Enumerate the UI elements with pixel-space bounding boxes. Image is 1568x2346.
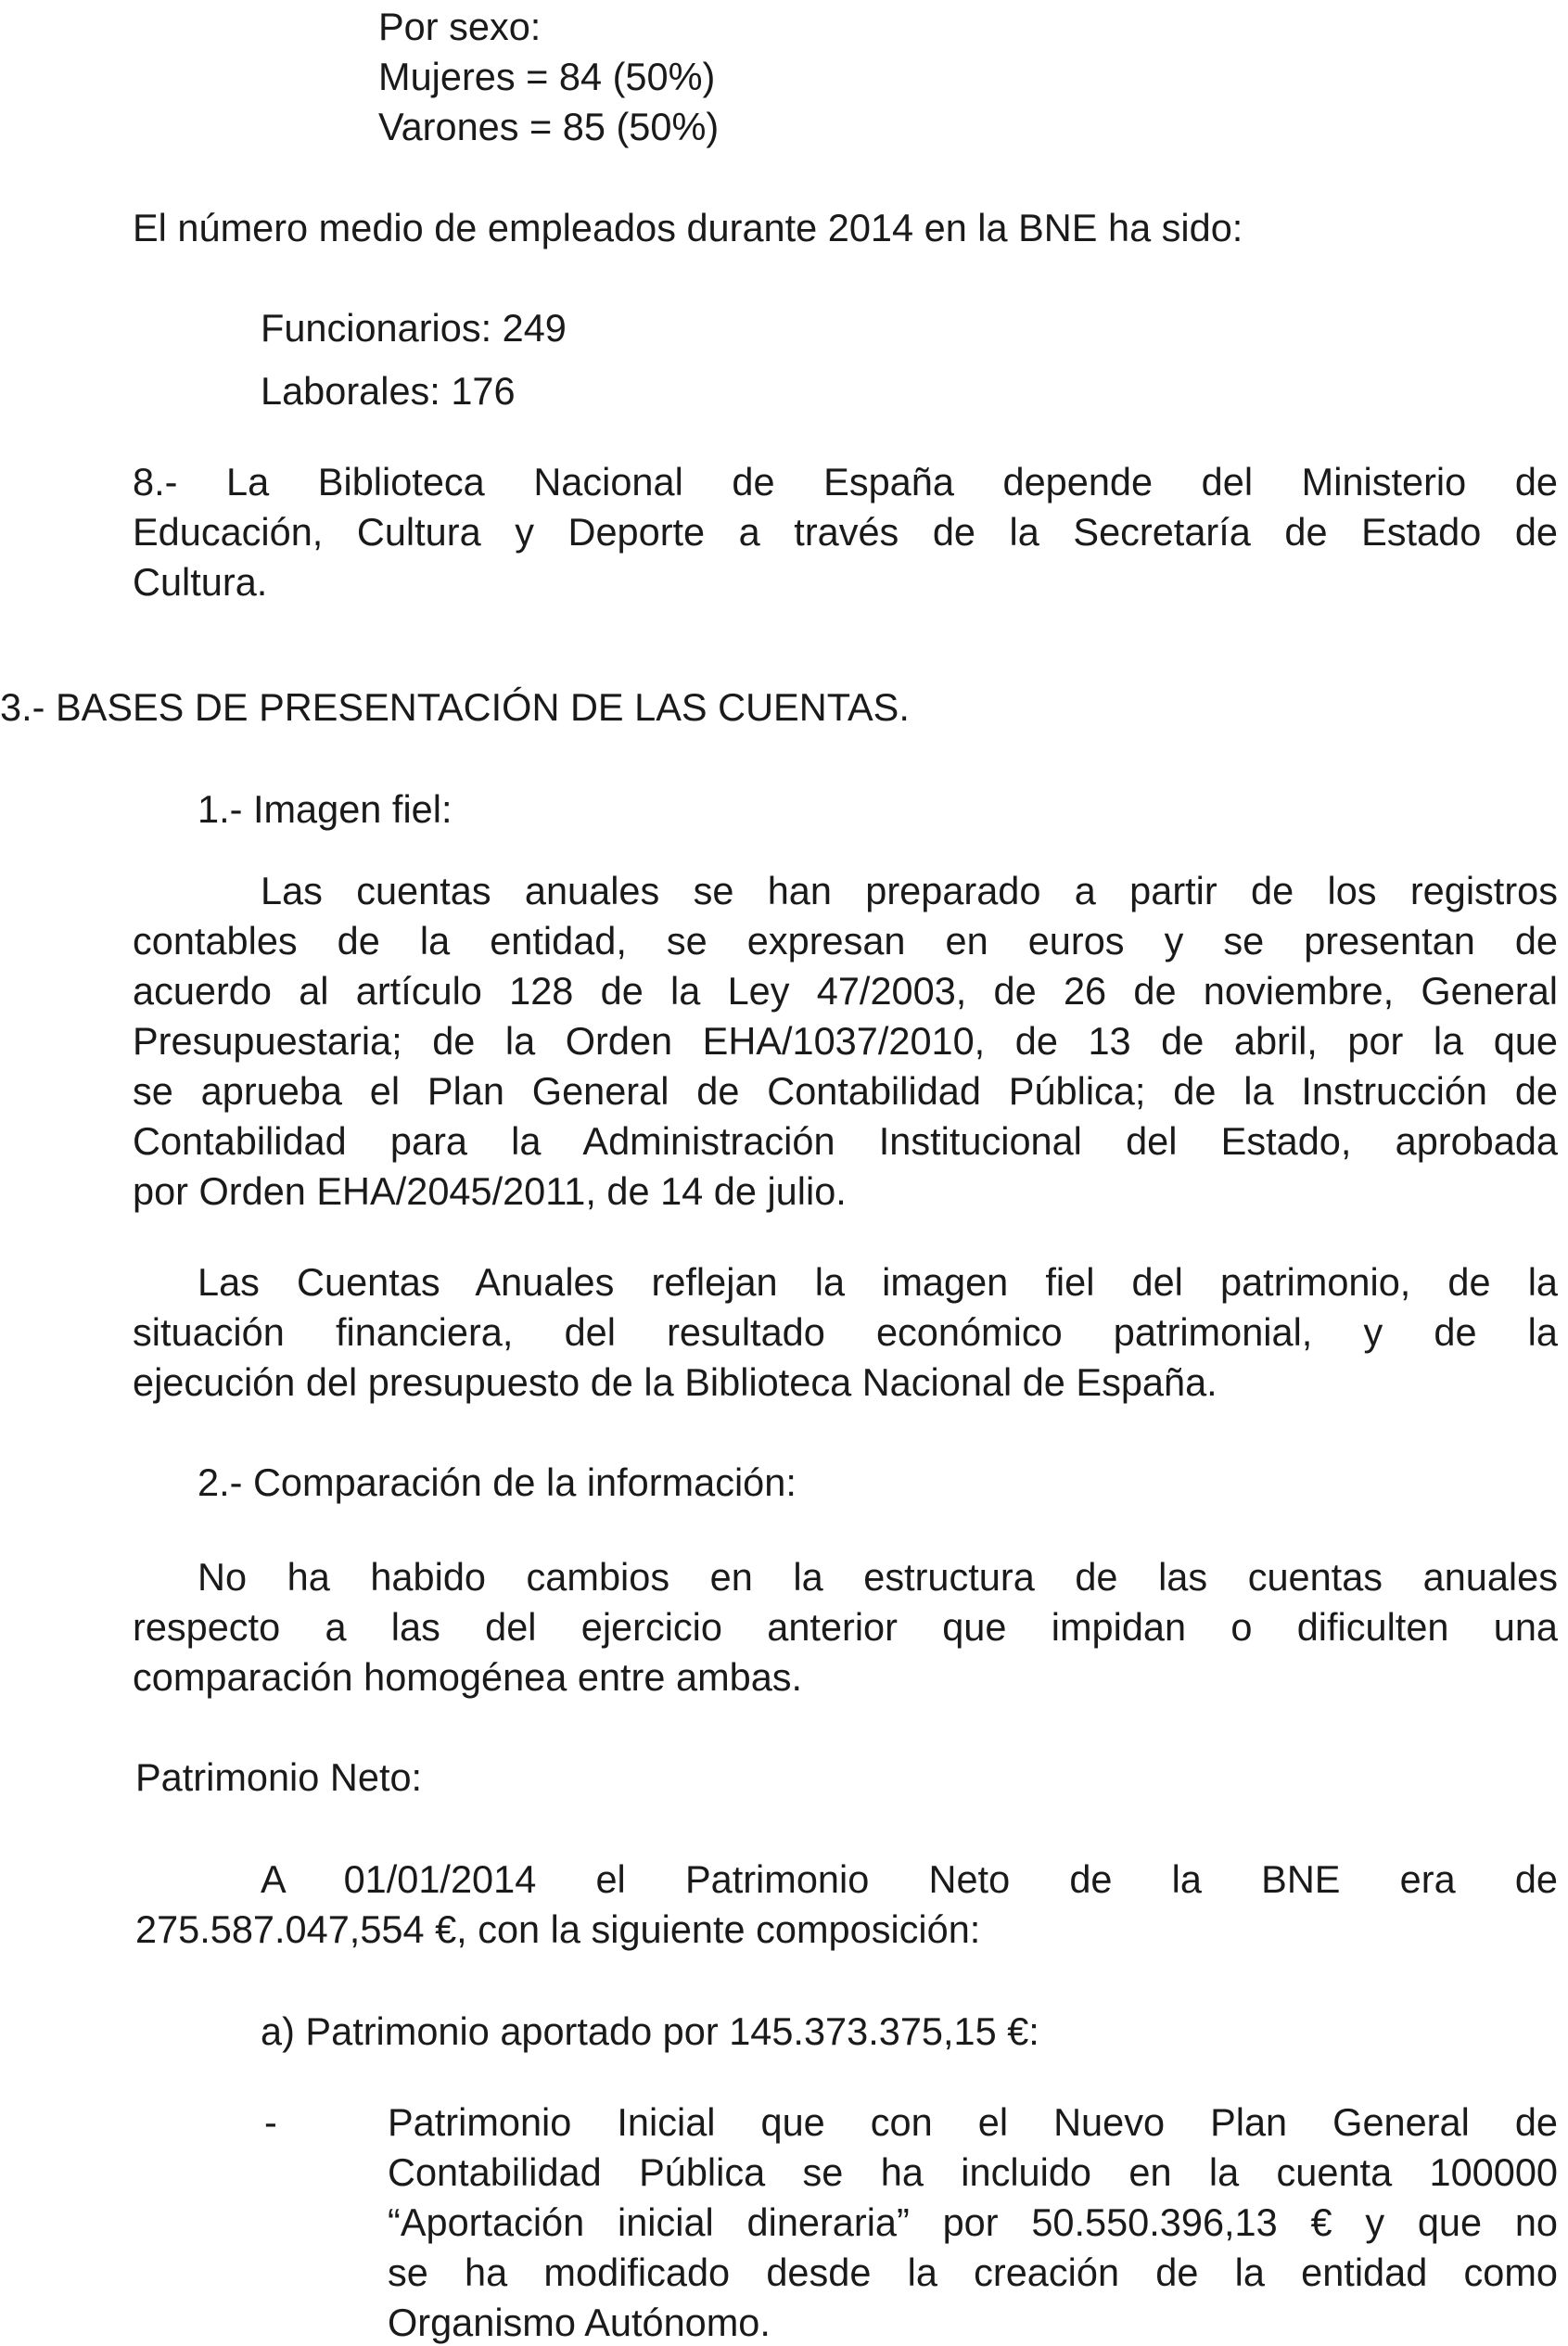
sexo-mujeres: Mujeres = 84 (50%) [378, 55, 716, 98]
punto8-line: Educación, Cultura y Deporte a través de la Secretaría de Estado de [133, 510, 1558, 554]
paragraph-line: se aprueba el Plan General de Contabilidad Pública; de la Instrucción de [133, 1069, 1558, 1113]
paragraph-line: A 01/01/2014 el Patrimonio Neto de la BNE era de [261, 1857, 1558, 1901]
paragraph-line: respecto a las del ejercicio anterior que impidan o dificulten una [133, 1605, 1558, 1649]
empleados-funcionarios: Funcionarios: 249 [261, 306, 567, 350]
paragraph-line: acuerdo al artículo 128 de la Ley 47/2003, de 26 de noviembre, General [133, 969, 1558, 1013]
subsection-heading-patrimonio-neto: Patrimonio Neto: [135, 1755, 423, 1799]
list-dash: - [264, 2100, 277, 2144]
punto8-line: 8.- La Biblioteca Nacional de España depende del Ministerio de [133, 460, 1558, 504]
paragraph-line: Presupuestaria; de la Orden EHA/1037/2010, de 13 de abril, por la que [133, 1019, 1558, 1063]
empleados-intro: El número medio de empleados durante 2014 en la BNE ha sido: [133, 206, 1243, 249]
paragraph-line: por Orden EHA/2045/2011, de 14 de julio. [133, 1169, 847, 1213]
bullet-line: Contabilidad Pública se ha incluido en la cuenta 100000 [388, 2150, 1558, 2194]
bullet-line: se ha modificado desde la creación de la entidad como [388, 2250, 1558, 2294]
empleados-laborales: Laborales: 176 [261, 369, 516, 413]
paragraph-line: Contabilidad para la Administración Institucional del Estado, aprobada [133, 1119, 1558, 1163]
paragraph-line: Las Cuentas Anuales reflejan la imagen fiel del patrimonio, de la [198, 1260, 1558, 1304]
paragraph-line: contables de la entidad, se expresan en euros y se presentan de [133, 919, 1558, 963]
paragraph-line: situación financiera, del resultado económico patrimonial, y de la [133, 1310, 1558, 1354]
paragraph-line: ejecución del presupuesto de la Biblioteca Nacional de España. [133, 1360, 1217, 1404]
bullet-line: Organismo Autónomo. [388, 2301, 771, 2344]
section-title: 3.- BASES DE PRESENTACIÓN DE LAS CUENTAS. [0, 685, 910, 729]
paragraph-line: comparación homogénea entre ambas. [133, 1655, 803, 1699]
sexo-heading: Por sexo: [378, 5, 542, 48]
punto8-line: Cultura. [133, 560, 268, 604]
bullet-line: Patrimonio Inicial que con el Nuevo Plan General de [388, 2100, 1558, 2144]
bullet-line: “Aportación inicial dineraria” por 50.550.396,13 € y que no [388, 2200, 1558, 2244]
paragraph-line: No ha habido cambios en la estructura de las cuentas anuales [198, 1555, 1558, 1599]
sexo-varones: Varones = 85 (50%) [378, 105, 720, 148]
subsection-heading-imagen-fiel: 1.- Imagen fiel: [198, 787, 453, 831]
paragraph-line: 275.587.047,554 €, con la siguiente composición: [135, 1907, 981, 1951]
paragraph-line: Las cuentas anuales se han preparado a partir de los registros [261, 869, 1558, 912]
subsection-heading-comparacion: 2.- Comparación de la información: [198, 1460, 797, 1504]
list-item-a: a) Patrimonio aportado por 145.373.375,15 €: [261, 2009, 1039, 2053]
